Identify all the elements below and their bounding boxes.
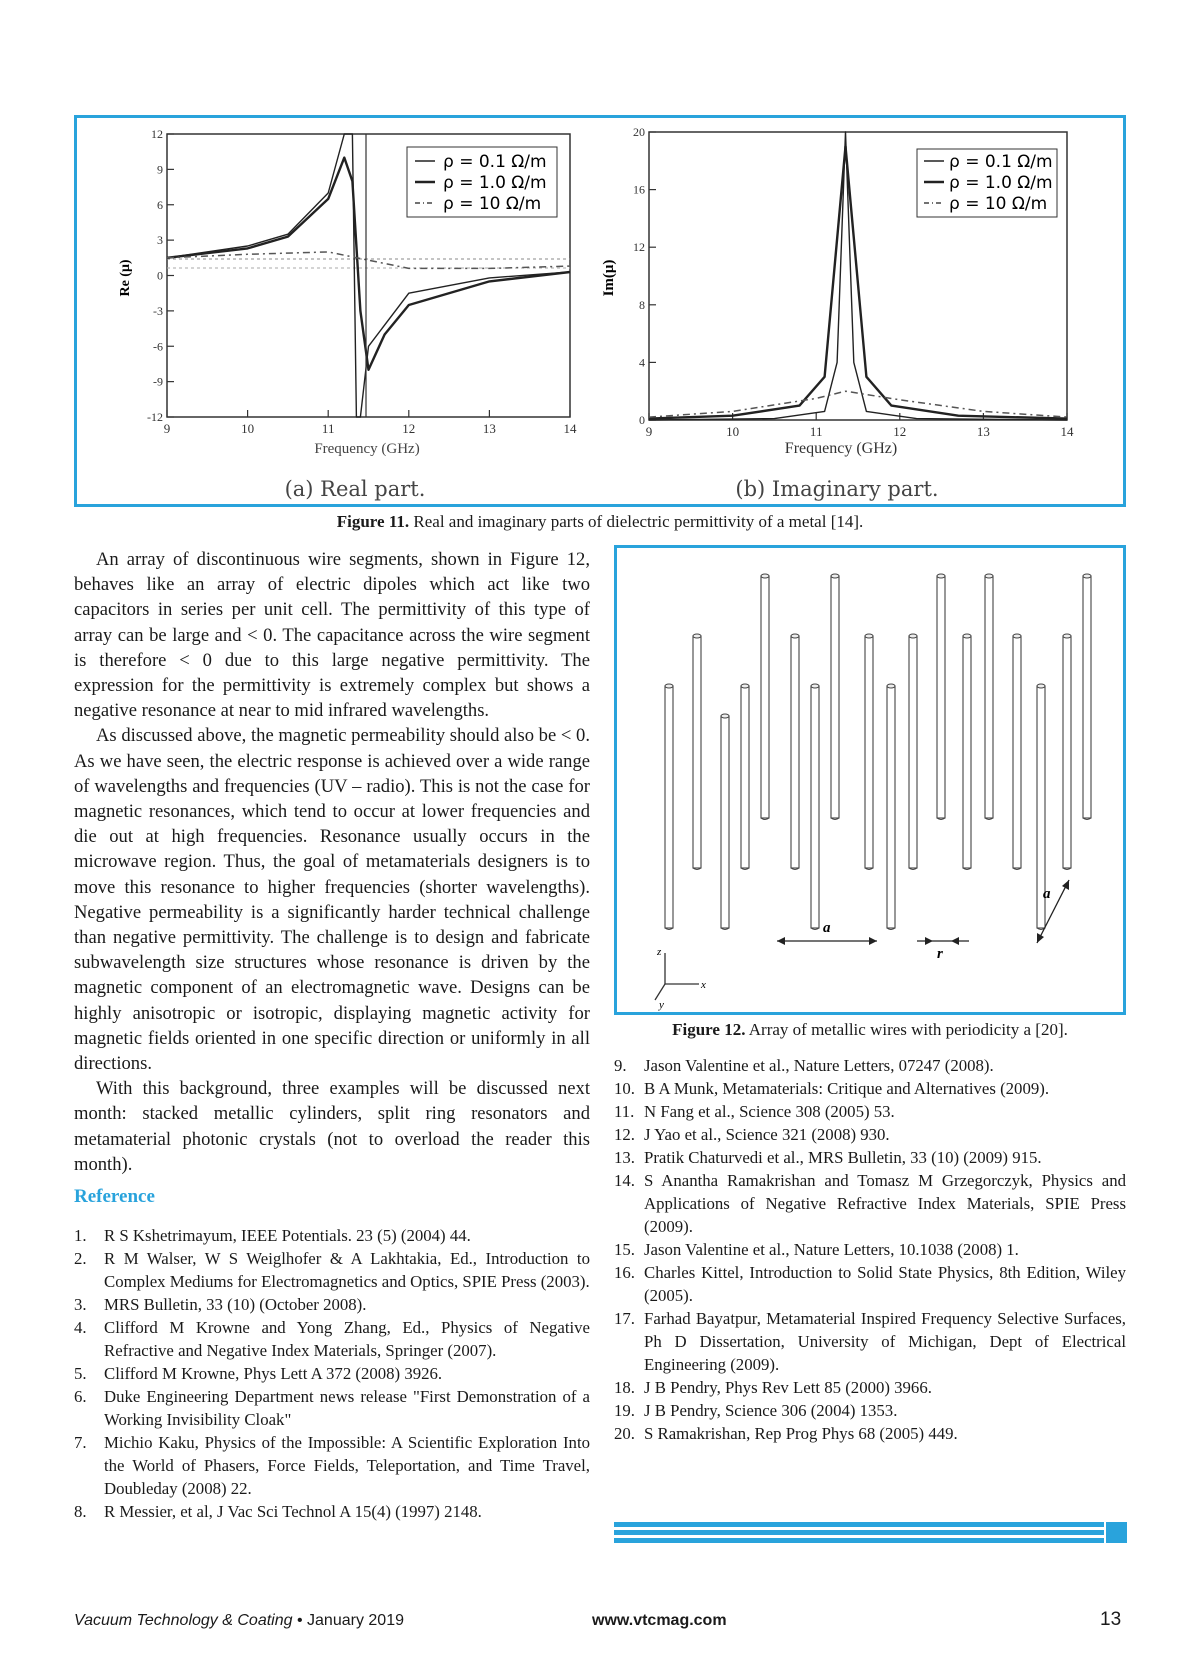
legend-b-1: ρ = 0.1 Ω/m [949, 152, 1053, 172]
reference-text: Clifford M Krowne and Yong Zhang, Ed., Physics of Negative Refractive and Negative Index Materials, Springer (2007). [104, 1318, 590, 1360]
period-a-arrowhead-left [777, 937, 785, 945]
legend-a-1: ρ = 0.1 Ω/m [443, 152, 547, 172]
metal-wire [831, 576, 839, 818]
reference-number: 3. [74, 1295, 87, 1314]
metal-wire-top [721, 714, 729, 718]
figure-11 [74, 115, 1126, 507]
pb-ytick-label: 0 [639, 413, 645, 427]
figure-11-caption-text: Real and imaginary parts of dielectric permittivity of a metal [14]. [409, 512, 864, 531]
metal-wire [1083, 576, 1091, 818]
pa-xtick-label: 12 [402, 421, 416, 436]
period-a-diagonal-arrowhead-2 [1062, 880, 1069, 890]
panel-b-ylabel: Im(μ) [601, 259, 617, 297]
reference-item [614, 1307, 1126, 1376]
reference-number: 4. [74, 1318, 87, 1337]
reference-text: J B Pendry, Science 306 (2004) 1353. [644, 1401, 898, 1420]
metal-wire-top [791, 634, 799, 638]
metal-wire [963, 636, 971, 868]
period-a-diagonal-arrowhead-1 [1037, 933, 1044, 943]
footer-publication [74, 1612, 404, 1630]
reference-text: N Fang et al., Science 308 (2005) 53. [644, 1102, 895, 1121]
metal-wire-top [865, 634, 873, 638]
reference-item [74, 1247, 590, 1293]
metal-wire-top [887, 684, 895, 688]
pb-xtick-label: 10 [726, 424, 740, 439]
metal-wire [937, 576, 945, 818]
reference-number: 18. [614, 1378, 635, 1397]
reference-number: 1. [74, 1226, 87, 1245]
panel-b-xlabel: Frequency (GHz) [784, 440, 898, 457]
metal-wire-top [1083, 574, 1091, 578]
body-paragraph: With this background, three examples will be discussed next month: stacked metallic cylinders, split ring resonators and metamaterial photonic crystals (not to overload the reader this month). [74, 1078, 590, 1175]
reference-text: J Yao et al., Science 321 (2008) 930. [644, 1125, 890, 1144]
metal-wire-top [963, 634, 971, 638]
article-body [74, 547, 590, 1177]
reference-item [74, 1316, 590, 1362]
reference-number: 16. [614, 1263, 635, 1282]
reference-text: Jason Valentine et al., Nature Letters, 10.1038 (2008) 1. [644, 1240, 1019, 1259]
reference-text: Charles Kittel, Introduction to Solid State Physics, 8th Edition, Wiley (2005). [644, 1263, 1126, 1305]
reference-item [614, 1146, 1126, 1169]
axis-y-line [655, 984, 665, 1000]
metal-wire [865, 636, 873, 868]
pb-xtick-label: 11 [809, 424, 823, 439]
reference-item [614, 1100, 1126, 1123]
reference-item [74, 1385, 590, 1431]
pa-ytick-label: 9 [157, 162, 163, 177]
body-paragraph: An array of discontinuous wire segments, shown in Figure 12, behaves like an array of electric dipoles which act like two capacitors in series per unit cell. The permittivity of this type of array can be large and < 0. The capacitance across the wire segment is therefore < 0 due to this large negative permittivity. The expression for the permittivity is extremely complex but shows a negative resonance at near to mid infrared wavelengths. [74, 549, 590, 722]
figure-12-wire-array [617, 548, 1123, 1012]
pb-ytick-label: 8 [639, 297, 645, 312]
figure-11-plots [77, 118, 1123, 504]
metal-wire [791, 636, 799, 868]
reference-text: Pratik Chaturvedi et al., MRS Bulletin, 33 (10) (2009) 915. [644, 1148, 1042, 1167]
figure-11-caption-label: Figure 11. [336, 512, 410, 531]
reference-number: 11. [614, 1102, 635, 1121]
pa-ytick-label: 0 [157, 268, 163, 283]
pb-ytick-label: 16 [633, 182, 645, 197]
reference-item [614, 1077, 1126, 1100]
reference-number: 7. [74, 1433, 87, 1452]
reference-number: 12. [614, 1125, 635, 1144]
pa-xtick-label: 14 [563, 421, 577, 436]
pb-series-3 [649, 391, 1067, 417]
legend-b-2: ρ = 1.0 Ω/m [949, 173, 1053, 193]
pa-xtick-label: 11 [321, 421, 335, 436]
metal-wire [693, 636, 701, 868]
radius-r-label: r [937, 946, 943, 962]
legend-b-3: ρ = 10 Ω/m [949, 194, 1048, 214]
reference-item [74, 1500, 590, 1523]
metal-wire-top [909, 634, 917, 638]
references-list-right [614, 1054, 1126, 1445]
metal-wire-top [665, 684, 673, 688]
reference-number: 10. [614, 1079, 635, 1098]
pa-series-3 [167, 252, 570, 269]
pa-xtick-label: 9 [163, 421, 171, 436]
end-mark-square [1106, 1522, 1127, 1543]
reference-item [614, 1422, 1126, 1445]
footer-issue: January 2019 [307, 1612, 404, 1629]
pa-ytick-label: -3 [153, 303, 163, 318]
metal-wire [721, 716, 729, 928]
reference-number: 9. [614, 1056, 627, 1075]
reference-item [74, 1293, 590, 1316]
reference-item [74, 1224, 590, 1247]
legend-a-3: ρ = 10 Ω/m [443, 194, 542, 214]
figure-12-caption-label: Figure 12. [672, 1020, 746, 1039]
reference-item [614, 1376, 1126, 1399]
reference-text: J B Pendry, Phys Rev Lett 85 (2000) 3966. [644, 1378, 932, 1397]
reference-number: 15. [614, 1240, 635, 1259]
axis-z-label: z [657, 946, 662, 958]
metal-wire [1013, 636, 1021, 868]
footer-magazine: Vacuum Technology & Coating [74, 1612, 293, 1629]
reference-item [614, 1169, 1126, 1238]
period-a-arrowhead-right [869, 937, 877, 945]
end-rule-bottom [614, 1538, 1104, 1543]
reference-text: Clifford M Krowne, Phys Lett A 372 (2008) 3926. [104, 1364, 443, 1383]
reference-text: Duke Engineering Department news release "First Demonstration of a Working Invisibility Cloak" [104, 1387, 590, 1429]
reference-number: 17. [614, 1309, 635, 1328]
panel-a-xlabel: Frequency (GHz) [314, 441, 420, 457]
metal-wire [909, 636, 917, 868]
pb-xtick-label: 12 [893, 424, 907, 439]
radius-r-arrowhead-left [925, 937, 933, 945]
metal-wire [761, 576, 769, 818]
axis-y-label: y [659, 999, 664, 1011]
reference-text: R M Walser, W S Weiglhofer & A Lakhtakia, Ed., Introduction to Complex Mediums for Electromagnetics and Optics, SPIE Press (2003). [104, 1249, 590, 1291]
pb-xtick-label: 13 [976, 424, 990, 439]
pa-ytick-label: -12 [147, 410, 163, 424]
metal-wire-top [937, 574, 945, 578]
page-number: 13 [1100, 1609, 1122, 1630]
reference-number: 20. [614, 1424, 635, 1443]
figure-12-caption [614, 1020, 1126, 1040]
references-list-left [74, 1224, 590, 1523]
panel-a-ylabel: Re (μ) [118, 259, 133, 297]
figure-12-caption-text: Array of metallic wires with periodicity a [20]. [745, 1020, 1068, 1039]
end-rule-top [614, 1522, 1104, 1527]
reference-item [614, 1054, 1126, 1077]
metal-wire-top [811, 684, 819, 688]
radius-r-arrowhead-right [951, 937, 959, 945]
metal-wire-top [831, 574, 839, 578]
metal-wire-top [761, 574, 769, 578]
pa-ytick-label: 12 [151, 127, 163, 141]
metal-wire [1063, 636, 1071, 868]
metal-wire-top [985, 574, 993, 578]
metal-wire [811, 686, 819, 928]
reference-item [614, 1238, 1126, 1261]
end-rule-middle [614, 1530, 1104, 1535]
reference-text: S Ramakrishan, Rep Prog Phys 68 (2005) 449. [644, 1424, 958, 1443]
pa-xtick-label: 13 [482, 421, 496, 436]
metal-wire [985, 576, 993, 818]
reference-text: S Anantha Ramakrishan and Tomasz M Grzegorczyk, Physics and Applications of Negative Refractive Index Materials, SPIE Press (2009). [644, 1171, 1126, 1236]
reference-item [614, 1399, 1126, 1422]
metal-wire [887, 686, 895, 928]
panel-a-subcaption: (a) Real part. [284, 477, 426, 501]
reference-text: R S Kshetrimayum, IEEE Potentials. 23 (5) (2004) 44. [104, 1226, 471, 1245]
period-a-diagonal-label: a [1043, 886, 1051, 902]
figure-11-caption [74, 512, 1126, 532]
axis-x-label: x [701, 979, 706, 991]
reference-item [614, 1123, 1126, 1146]
body-paragraph: As discussed above, the magnetic permeability should also be < 0. As we have seen, the electric response is achieved over a wide range of wavelengths and frequencies (UV – radio). This is not the case for magnetic resonances, which tend to occur at lower frequencies and die out at high frequencies. Resonance usually occurs in the microwave region. Thus, the goal of metamaterials designers is to move this resonance to higher frequencies (shorter wavelengths). Negative permeability is a significantly harder technical challenge than negative permittivity. The challenge is to design and fabricate subwavelength size structures whose resonance is driven by the magnetic component of an electromagnetic wave. Designs can be highly anisotropic or isotropic, displaying magnetic activity for magnetic fields oriented in one specific direction or uniformly in all directions. [74, 725, 590, 1075]
reference-text: Michio Kaku, Physics of the Impossible: A Scientific Exploration Into the World of Phasers, Force Fields, Teleportation, and Time Travel, Doubleday (2008) 22. [104, 1433, 590, 1498]
reference-number: 5. [74, 1364, 87, 1383]
pa-ytick-label: 6 [157, 197, 163, 212]
reference-text: B A Munk, Metamaterials: Critique and Alternatives (2009). [644, 1079, 1050, 1098]
pb-ytick-label: 4 [639, 355, 645, 370]
footer-separator: • [296, 1612, 303, 1629]
pa-xtick-label: 10 [241, 421, 255, 436]
metal-wire-top [693, 634, 701, 638]
reference-number: 2. [74, 1249, 87, 1268]
metal-wire-top [1037, 684, 1045, 688]
metal-wire [665, 686, 673, 928]
figure-12 [614, 545, 1126, 1015]
metal-wire-top [1063, 634, 1071, 638]
metal-wire-top [741, 684, 749, 688]
reference-number: 6. [74, 1387, 87, 1406]
pa-ytick-label: -6 [153, 339, 163, 354]
pa-ytick-label: -9 [153, 374, 163, 389]
reference-item [614, 1261, 1126, 1307]
references-heading: Reference [74, 1186, 155, 1207]
reference-item [74, 1431, 590, 1500]
footer-website[interactable]: www.vtcmag.com [592, 1612, 727, 1629]
reference-text: Farhad Bayatpur, Metamaterial Inspired Frequency Selective Surfaces, Ph D Dissertation, University of Michigan, Dept of Electrical Engineering (2009). [644, 1309, 1126, 1374]
reference-number: 13. [614, 1148, 635, 1167]
pb-xtick-label: 14 [1060, 424, 1074, 439]
period-a-label: a [823, 920, 831, 936]
reference-item [74, 1362, 590, 1385]
reference-text: Jason Valentine et al., Nature Letters, 07247 (2008). [644, 1056, 994, 1075]
wire-array [665, 574, 1091, 930]
metal-wire-top [1013, 634, 1021, 638]
legend-a-2: ρ = 1.0 Ω/m [443, 173, 547, 193]
pa-ytick-label: 3 [157, 233, 163, 248]
pb-ytick-label: 20 [633, 125, 645, 139]
reference-text: R Messier, et al, J Vac Sci Technol A 15(4) (1997) 2148. [104, 1502, 482, 1521]
reference-number: 8. [74, 1502, 87, 1521]
pb-xtick-label: 9 [645, 424, 653, 439]
pb-ytick-label: 12 [633, 240, 645, 255]
reference-number: 14. [614, 1171, 635, 1190]
panel-b-subcaption: (b) Imaginary part. [735, 477, 939, 501]
reference-number: 19. [614, 1401, 635, 1420]
reference-text: MRS Bulletin, 33 (10) (October 2008). [104, 1295, 367, 1314]
metal-wire [741, 686, 749, 868]
